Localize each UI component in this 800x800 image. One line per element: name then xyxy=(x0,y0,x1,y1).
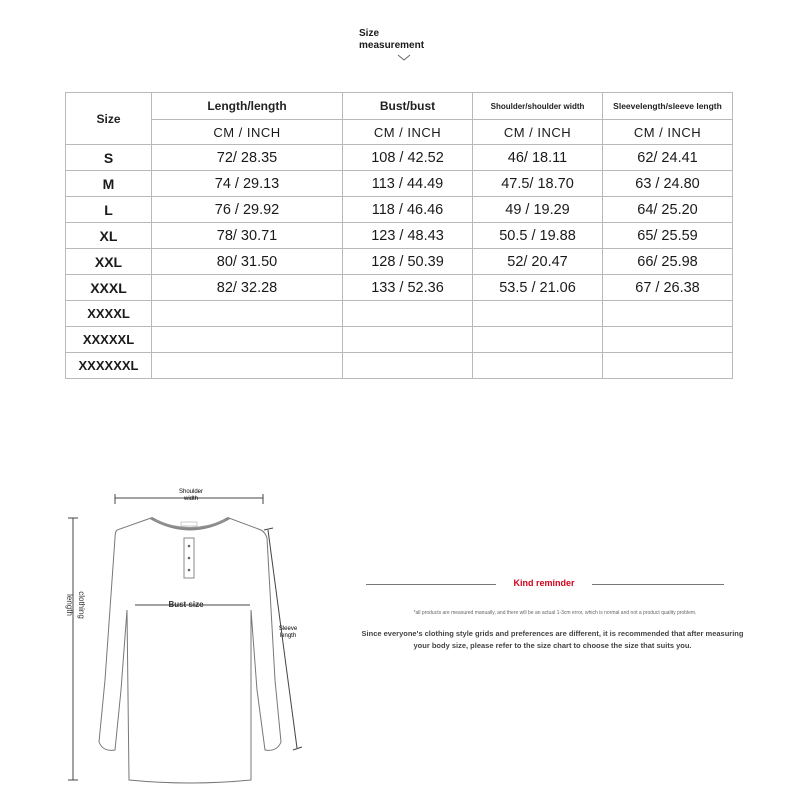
sleeve-label-2: length xyxy=(279,633,297,639)
empty-cell xyxy=(603,353,733,379)
empty-cell xyxy=(152,327,343,353)
table-row xyxy=(66,353,733,379)
unit-label: CM / INCH xyxy=(473,120,603,145)
page-title xyxy=(359,28,449,52)
divider-left xyxy=(366,584,496,585)
unit-label: CM / INCH xyxy=(603,120,733,145)
empty-cell xyxy=(603,327,733,353)
reminder-title: Kind reminder xyxy=(513,578,575,588)
shoulder-cell: 49 / 19.29 xyxy=(473,197,603,223)
shoulder-cell: 50.5 / 19.88 xyxy=(473,223,603,249)
empty-cell xyxy=(473,353,603,379)
size-cell: XL xyxy=(66,223,152,249)
empty-cell xyxy=(343,327,473,353)
empty-cell xyxy=(473,301,603,327)
table-row xyxy=(66,171,733,197)
size-cell: L xyxy=(66,197,152,223)
sleeve-cell: 65/ 25.59 xyxy=(603,223,733,249)
unit-label: CM / INCH xyxy=(343,120,473,145)
bust-cell: 113 / 44.49 xyxy=(343,171,473,197)
table-row xyxy=(66,275,733,301)
bust-cell: 123 / 48.43 xyxy=(343,223,473,249)
size-cell: XXXXL xyxy=(66,301,152,327)
length-column-header: Length/length xyxy=(152,93,343,120)
title-line-2: measurement xyxy=(359,40,425,51)
size-cell: XXXXXXL xyxy=(66,353,152,379)
reminder-note: *all products are measured manually, and there will be an actual 1-3cm error, which is normal and not a product quality problem. xyxy=(413,610,697,616)
shirt-diagram xyxy=(55,480,315,790)
reminder-body: Since everyone's clothing style grids and preferences are different, it is recommended that after measuring your body size, please refer to the size chart to choose the size that suits you. xyxy=(361,629,744,650)
sleeve-cell: 62/ 24.41 xyxy=(603,145,733,171)
table-header-row xyxy=(66,93,733,120)
table-row xyxy=(66,249,733,275)
length-cell: 78/ 30.71 xyxy=(152,223,343,249)
bust-column-header: Bust/bust xyxy=(343,93,473,120)
size-column-header: Size xyxy=(66,93,152,145)
empty-cell xyxy=(343,301,473,327)
bust-label: Bust size xyxy=(168,600,204,609)
bust-cell: 108 / 42.52 xyxy=(343,145,473,171)
size-chart-table xyxy=(65,92,733,379)
title-line-1: Size xyxy=(359,28,380,39)
length-cell: 74 / 29.13 xyxy=(152,171,343,197)
sleeve-cell: 67 / 26.38 xyxy=(603,275,733,301)
table-row xyxy=(66,197,733,223)
sleeve-cell: 66/ 25.98 xyxy=(603,249,733,275)
size-cell: XXL xyxy=(66,249,152,275)
sleeve-cell: 64/ 25.20 xyxy=(603,197,733,223)
unit-label: CM / INCH xyxy=(152,120,343,145)
clothing-length-label-2: length xyxy=(65,594,74,616)
empty-cell xyxy=(473,327,603,353)
size-cell: M xyxy=(66,171,152,197)
length-cell: 80/ 31.50 xyxy=(152,249,343,275)
empty-cell xyxy=(152,301,343,327)
table-row xyxy=(66,327,733,353)
table-row xyxy=(66,301,733,327)
chevron-down-icon xyxy=(397,54,411,62)
size-cell: S xyxy=(66,145,152,171)
empty-cell xyxy=(343,353,473,379)
unit-row xyxy=(66,120,733,145)
sleeve-cell: 63 / 24.80 xyxy=(603,171,733,197)
length-cell: 82/ 32.28 xyxy=(152,275,343,301)
length-cell: 72/ 28.35 xyxy=(152,145,343,171)
clothing-length-label: clothing xyxy=(77,591,86,619)
bust-cell: 133 / 52.36 xyxy=(343,275,473,301)
size-cell: XXXL xyxy=(66,275,152,301)
table-row xyxy=(66,223,733,249)
shoulder-column-header: Shoulder/shoulder width xyxy=(473,93,603,120)
sleeve-label: Sleeve xyxy=(278,626,298,632)
shoulder-cell: 52/ 20.47 xyxy=(473,249,603,275)
empty-cell xyxy=(603,301,733,327)
bust-cell: 118 / 46.46 xyxy=(343,197,473,223)
length-cell: 76 / 29.92 xyxy=(152,197,343,223)
shoulder-cell: 46/ 18.11 xyxy=(473,145,603,171)
divider-right xyxy=(592,584,724,585)
shoulder-label-2: width xyxy=(183,496,199,502)
sleeve-column-header: Sleevelength/sleeve length xyxy=(603,93,733,120)
table-row xyxy=(66,145,733,171)
size-cell: XXXXXL xyxy=(66,327,152,353)
shoulder-label: Shoulder xyxy=(178,489,204,495)
clothing-length-marker xyxy=(68,518,78,780)
shoulder-cell: 47.5/ 18.70 xyxy=(473,171,603,197)
empty-cell xyxy=(152,353,343,379)
bust-cell: 128 / 50.39 xyxy=(343,249,473,275)
shoulder-cell: 53.5 / 21.06 xyxy=(473,275,603,301)
